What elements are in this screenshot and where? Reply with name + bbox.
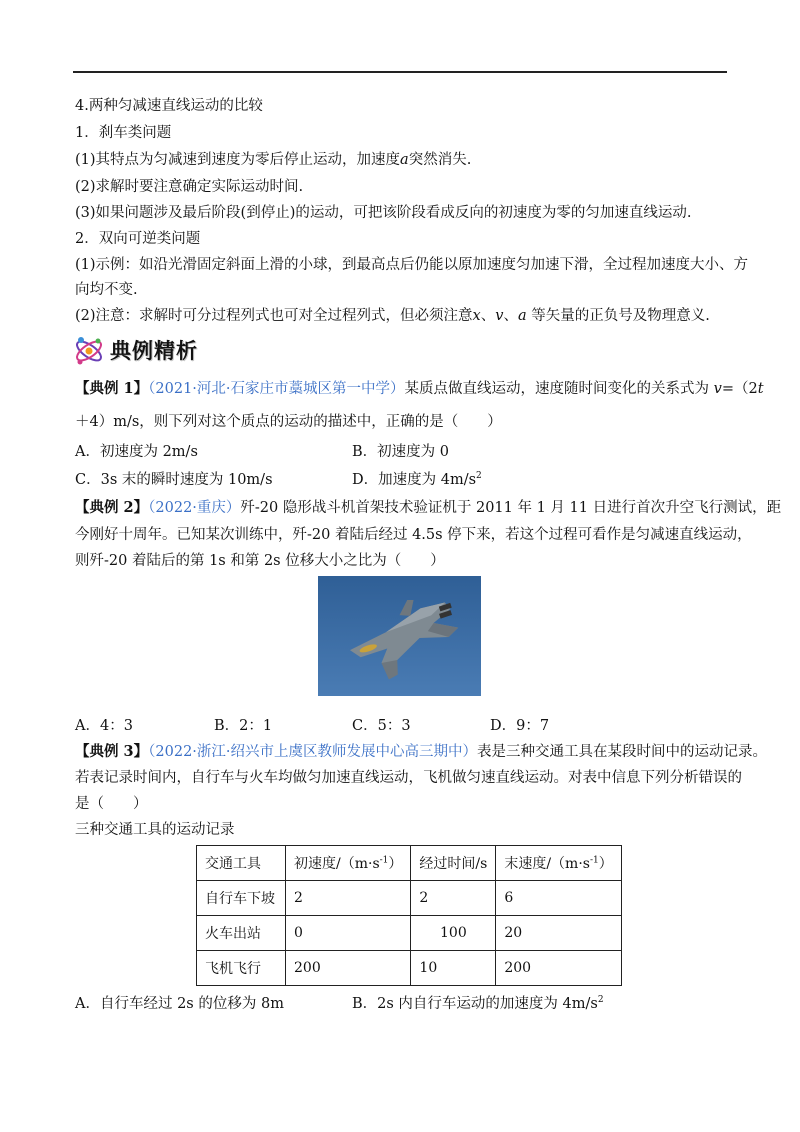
var-v: v [495,308,504,324]
header-cell [496,846,621,881]
example2-source: （2022·重庆） [148,500,241,516]
table-cell: 0 [286,916,411,951]
table-row [197,916,622,951]
example1-option-c: C．3s 末的瞬时速度为 10m/s [75,472,273,488]
table-cell: 飞机飞行 [197,951,286,986]
header-cell: 交通工具 [197,846,286,881]
example1-option-d [352,470,482,490]
text: 表是三种交通工具在某段时间中的运动记录。 [477,744,768,760]
table-cell: 火车出站 [197,916,286,951]
header-cell [286,846,411,881]
text: D．加速度为 4m/s [352,472,477,488]
table-caption: 三种交通工具的运动记录 [75,822,235,838]
example1-option-a: A．初速度为 2m/s [75,444,198,460]
header-text: ） [388,856,403,872]
table-row [197,881,622,916]
example2-line-3: 则歼-20 着陆后的第 1s 和第 2s 位移大小之比为（ ） [75,553,445,569]
text: 突然消失. [408,152,472,168]
example3-option-b [352,994,604,1014]
example1-label: 【典例 1】 [75,380,149,397]
sep: 、 [480,308,496,324]
example3-option-a: A．自行车经过 2s 的位移为 8m [75,996,284,1012]
banner-title: 典例精析 [110,339,198,363]
item2-paragraph-1a: (1)示例：如沿光滑固定斜面上滑的小球，到最高点后仍能以原加速度匀加速下滑，全过程加速度大小、方 [75,257,749,273]
example2-line-2: 今刚好十周年。已知某次训练中，歼-20 着陆后经过 4.5s 停下来，若这个过程可看作是匀减速直线运动， [75,527,752,543]
example1-source: （2021·河北·石家庄市藁城区第一中学） [148,381,405,397]
header-text: 初速度/（m·s [294,856,380,872]
item1-paragraph-1 [75,150,471,170]
table-row [197,951,622,986]
example2-option-c: C．5：3 [352,718,411,734]
item1-paragraph-2: (2)求解时要注意确定实际运动时间. [75,179,304,195]
header-text: 末速度/（m·s [504,856,590,872]
header-rule [73,71,727,73]
example2-option-b: B．2：1 [214,718,273,734]
fighter-jet-image [318,576,481,696]
sep: 、 [503,308,518,324]
example3-line-2: 若表记录时间内，自行车与火车均做匀加速直线运动，飞机做匀速直线运动。对表中信息下列分析错误的 [75,770,742,786]
example3-line-3: 是（ ） [75,796,148,812]
table-cell: 200 [496,951,621,986]
example1-line-2: ＋4）m/s，则下列对这个质点的运动的描述中，正确的是（ ） [75,414,502,430]
var-x: x [472,308,481,324]
text: 某质点做直线运动，速度随时间变化的关系式为 [404,381,714,397]
superscript: -1 [379,855,389,866]
superscript: 2 [597,995,604,1006]
text: (2)注意：求解时可分过程列式也可对全过程列式，但必须注意 [75,308,473,324]
example2-option-d: D．9：7 [490,718,550,734]
text: B．2s 内自行车运动的加速度为 4m/s [352,996,598,1012]
superscript: -1 [589,855,599,866]
table-header-row [197,846,622,881]
var-v: v [713,381,722,397]
table-cell: 自行车下坡 [197,881,286,916]
examples-banner [72,330,198,370]
example2-label: 【典例 2】 [75,499,149,516]
motion-record-table [196,845,622,986]
table-cell: 2 [411,881,496,916]
superscript: 2 [476,471,482,482]
table-cell: 2 [286,881,411,916]
text: =（2 [721,381,758,397]
text: (1)其特点为匀减速到速度为零后停止运动，加速度 [75,152,401,168]
table-cell: 200 [286,951,411,986]
var-a: a [517,308,527,324]
example3-label: 【典例 3】 [75,743,149,760]
header-text: ） [598,856,613,872]
example1-line-1 [75,379,764,399]
item2-title: 2．双向可逆类问题 [75,231,201,247]
table-cell: 20 [496,916,621,951]
example3-source: （2022·浙江·绍兴市上虞区教师发展中心高三期中） [148,744,478,760]
item1-title: 1．刹车类问题 [75,125,172,141]
text: 等矢量的正负号及物理意义. [526,308,710,324]
table-cell: 100 [411,916,496,951]
table-cell: 10 [411,951,496,986]
example3-line-1 [75,742,767,762]
section-heading: 4.两种匀减速直线运动的比较 [75,98,263,114]
var-t: t [757,381,764,397]
example1-option-b: B．初速度为 0 [352,444,449,460]
var-a: a [400,152,409,168]
text: 歼-20 隐形战斗机首架技术验证机于 2011 年 1 月 11 日进行首次升空飞行测试，距 [240,500,782,516]
item2-paragraph-1b: 向均不变. [75,282,138,298]
atom-molecule-icon [72,333,106,367]
example2-option-a: A．4：3 [75,718,133,734]
table-cell: 6 [496,881,621,916]
item2-paragraph-2 [75,306,710,326]
example2-line-1 [75,498,781,518]
item1-paragraph-3: (3)如果问题涉及最后阶段(到停止)的运动，可把该阶段看成反向的初速度为零的匀加速直线运动. [75,205,692,221]
header-cell: 经过时间/s [411,846,496,881]
